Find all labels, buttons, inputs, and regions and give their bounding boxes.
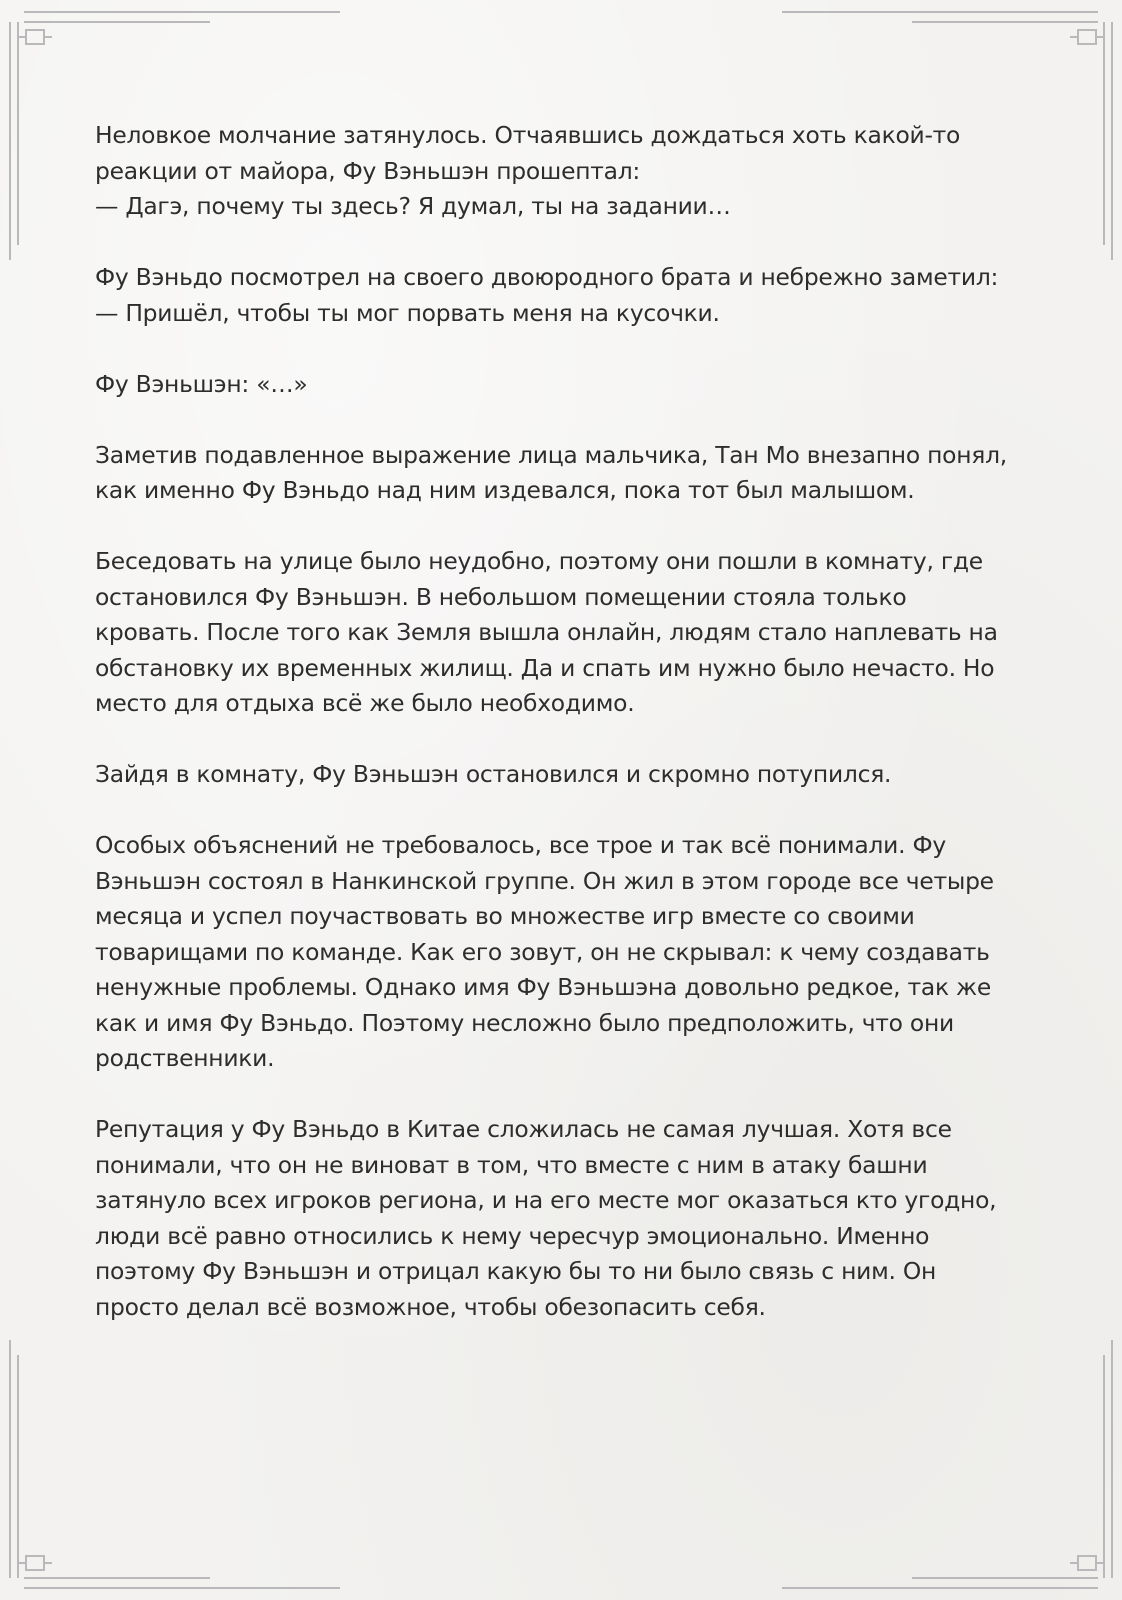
text-line: кровать. После того как Земля вышла онлайн, людям стало наплевать на (95, 618, 998, 646)
text-line: просто делал всё возможное, чтобы обезопасить себя. (95, 1292, 766, 1321)
frame-corner-bottom-left (10, 1340, 340, 1588)
body-text (95, 118, 1035, 1361)
paragraph-2 (95, 260, 1035, 331)
text-line: поэтому Фу Вэньшэн и отрицал какую бы то ни было связь с ним. Он (95, 1257, 937, 1285)
text-line: месяца и успел поучаствовать во множестве игр вместе со своими (95, 902, 915, 930)
text-line: родственники. (95, 1044, 275, 1072)
text-line: остановился Фу Вэньшэн. В небольшом помещении стояла только (95, 582, 907, 611)
paragraph-5 (95, 544, 1035, 722)
paragraph-8 (95, 1112, 1035, 1325)
text-line: затянуло всех игроков региона, и на его месте мог оказаться кто угодно, (95, 1186, 997, 1214)
text-line: Заметив подавленное выражение лица мальчика, Тан Мо внезапно понял, (95, 440, 1007, 469)
text-line: как именно Фу Вэньдо над ним издевался, пока тот был малышом. (95, 476, 915, 504)
text-line: обстановку их временных жилищ. Да и спать им нужно было нечасто. Но (95, 653, 995, 682)
paragraph-1 (95, 118, 1035, 225)
text-line: понимали, что он не виноват в том, что вместе с ним в атаку башни (95, 1150, 928, 1179)
text-line: люди всё равно относились к нему чересчур эмоционально. Именно (95, 1221, 930, 1250)
text-line: Особых объяснений не требовалось, все трое и так всё понимали. Фу (95, 831, 946, 859)
frame-corner-bottom-right (782, 1340, 1112, 1588)
text-line: Репутация у Фу Вэньдо в Китае сложилась не самая лучшая. Хотя все (95, 1115, 952, 1143)
text-line: Беседовать на улице было неудобно, поэтому они пошли в комнату, где (95, 547, 983, 575)
text-line: товарищами по команде. Как его зовут, он не скрывал: к чему создавать (95, 937, 990, 966)
paragraph-4 (95, 438, 1035, 509)
text-line: как и имя Фу Вэньдо. Поэтому несложно было предположить, что они (95, 1008, 954, 1037)
text-line: — Пришёл, чтобы ты мог порвать меня на кусочки. (95, 298, 720, 327)
text-line: Фу Вэньдо посмотрел на своего двоюродного брата и небрежно заметил: (95, 263, 999, 291)
text-line: реакции от майора, Фу Вэньшэн прошептал: (95, 156, 641, 185)
paragraph-3 (95, 367, 1035, 403)
paragraph-7 (95, 828, 1035, 1077)
text-line: место для отдыха всё же было необходимо. (95, 689, 635, 717)
text-line: Фу Вэньшэн: «…» (95, 369, 308, 398)
text-line: ненужные проблемы. Однако имя Фу Вэньшэна довольно редкое, так же (95, 973, 991, 1001)
text-line: — Дагэ, почему ты здесь? Я думал, ты на задании… (95, 192, 731, 220)
text-line: Зайдя в комнату, Фу Вэньшэн остановился и скромно потупился. (95, 760, 892, 788)
text-line: Неловкое молчание затянулось. Отчаявшись дождаться хоть какой-то (95, 121, 961, 149)
paragraph-6 (95, 757, 1035, 793)
text-line: Вэньшэн состоял в Нанкинской группе. Он жил в этом городе все четыре (95, 866, 994, 895)
